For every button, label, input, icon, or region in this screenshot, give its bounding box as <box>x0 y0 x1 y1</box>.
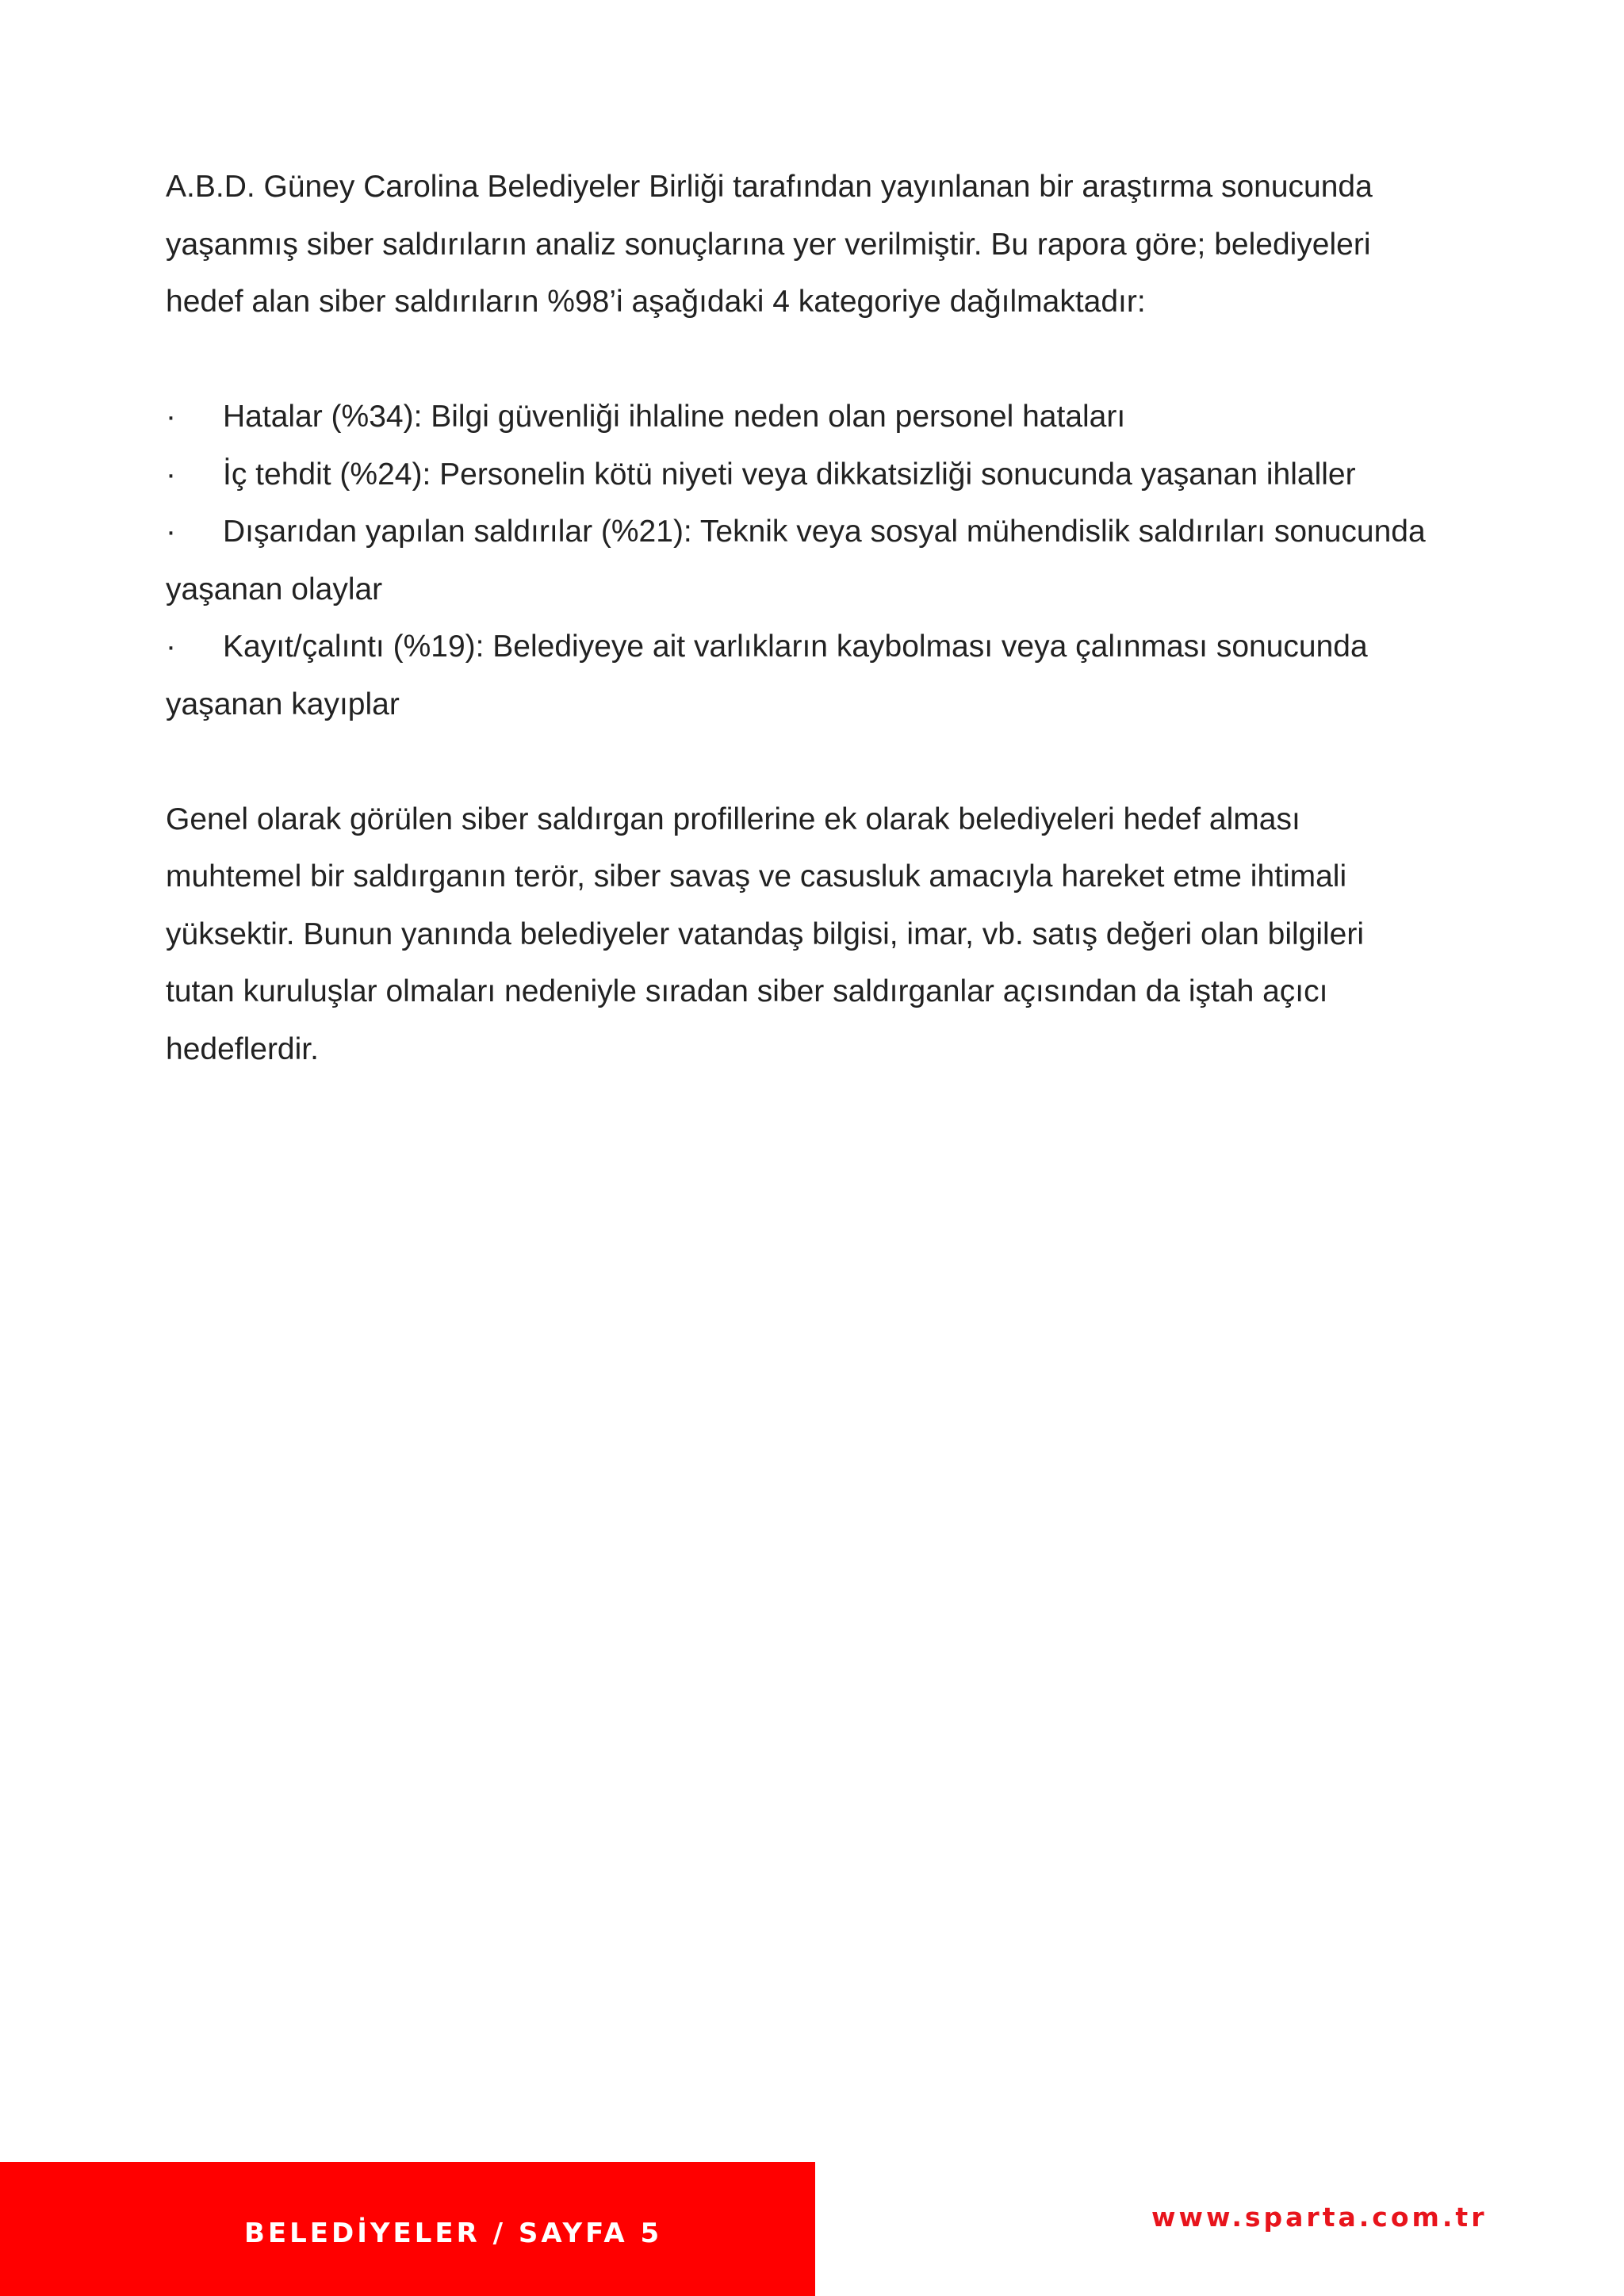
intro-paragraph <box>166 159 1490 331</box>
conclusion-line: yüksektir. Bunun yanında belediyeler vatandaş bilgisi, imar, vb. satış değeri olan bilgileri <box>166 916 1365 951</box>
category-list <box>166 388 1490 733</box>
list-item <box>166 388 1490 446</box>
list-item-text: İç tehdit (%24): Personelin kötü niyeti veya dikkatsizliği sonucunda yaşanan ihlaller <box>223 457 1356 492</box>
list-item-text: Dışarıdan yapılan saldırılar (%21): Teknik veya sosyal mühendislik saldırıları sonucunda <box>223 515 1426 549</box>
intro-line: hedef alan siber saldırıların %98’i aşağıdaki 4 kategoriye dağılmaktadır: <box>166 285 1146 319</box>
footer-page-label: BELEDİYELER / SAYFA 5 <box>244 2218 663 2249</box>
conclusion-line: muhtemel bir saldırganın terör, siber savaş ve casusluk amacıyla hareket etme ihtimali <box>166 859 1347 894</box>
footer-url-link[interactable]: www.sparta.com.tr <box>1151 2202 1488 2233</box>
list-item <box>166 446 1490 504</box>
bullet-icon: · <box>166 515 176 549</box>
conclusion-line: Genel olarak görülen siber saldırgan profillerine ek olarak belediyeleri hedef alması <box>166 802 1300 836</box>
bullet-icon: · <box>166 457 176 492</box>
intro-line: yaşanmış siber saldırıların analiz sonuçlarına yer verilmiştir. Bu rapora göre; belediyeleri <box>166 227 1371 262</box>
document-body <box>166 159 1490 1078</box>
bullet-icon: · <box>166 629 176 664</box>
bullet-icon: · <box>166 400 176 434</box>
intro-line: A.B.D. Güney Carolina Belediyeler Birliği tarafından yayınlanan bir araştırma sonucunda <box>166 170 1373 204</box>
list-item <box>166 618 1490 733</box>
conclusion-paragraph <box>166 791 1490 1079</box>
list-item-text: Hatalar (%34): Bilgi güvenliği ihlaline neden olan personel hataları <box>223 400 1126 434</box>
paragraph-spacer <box>166 733 1490 791</box>
conclusion-line: tutan kuruluşlar olmaları nedeniyle sıradan siber saldırganlar açısından da iştah açıcı <box>166 974 1328 1008</box>
list-item-text: Kayıt/çalıntı (%19): Belediyeye ait varlıkların kaybolması veya çalınması sonucunda <box>223 629 1368 664</box>
list-item-continuation: yaşanan kayıplar <box>166 687 400 721</box>
list-item <box>166 503 1490 618</box>
list-item-continuation: yaşanan olaylar <box>166 572 383 607</box>
paragraph-spacer <box>166 331 1490 389</box>
conclusion-line: hedeflerdir. <box>166 1031 319 1066</box>
